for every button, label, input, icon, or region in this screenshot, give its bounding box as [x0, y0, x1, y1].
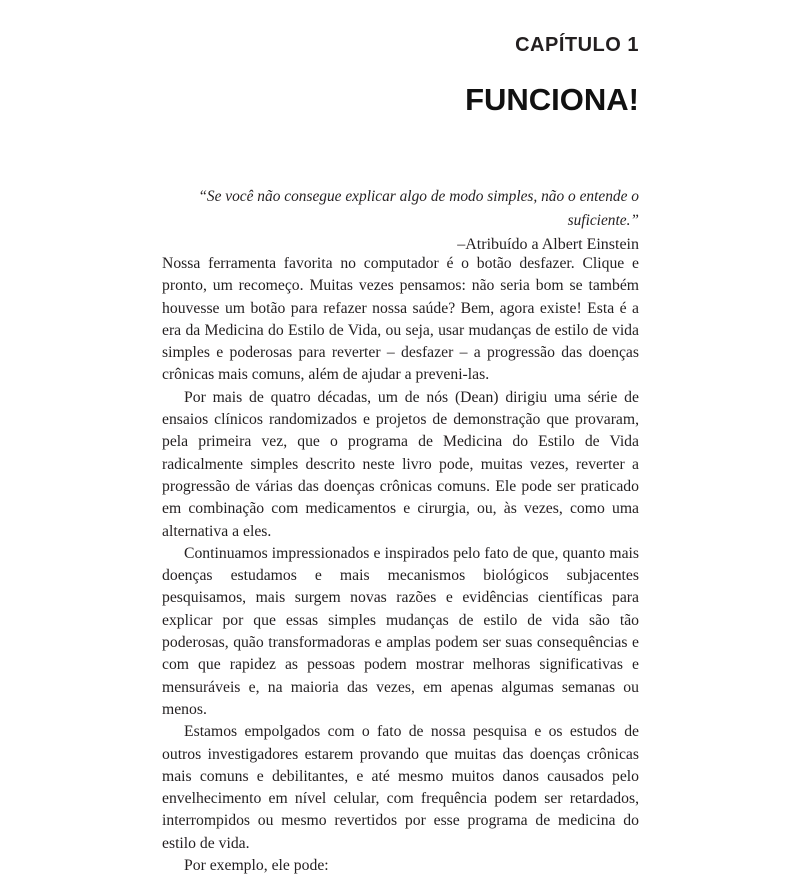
paragraph: Estamos empolgados com o fato de nossa pesquisa e os estudos de outros investigadores estarem provando que muitas das doenças crônicas mais comuns e debilitantes, e até mesmo muitos danos causados pelo envelhecimento em nível celular, com frequência podem ser retardados, interrompidos ou mesmo revertidos por esse programa de medicina do estilo de vida. — [162, 723, 639, 852]
epigraph-attribution: –Atribuído a Albert Einstein — [457, 236, 639, 253]
epigraph-quote: “Se você não consegue explicar algo de modo simples, não o entende o suficiente.” — [198, 188, 639, 229]
epigraph — [159, 185, 639, 257]
paragraph: Nossa ferramenta favorita no computador é o botão desfazer. Clique e pronto, um recomeço. Muitas vezes pensamos: não seria bom se também houvesse um botão para refazer nossa saúde? Bem, agora existe! Esta é a era da Medicina do Estilo de Vida, ou seja, usar mudanças de estilo de vida simples e poderosas para reverter – desfazer – a progressão das doenças crônicas mais comuns, além de ajudar a preveni-las. — [162, 255, 639, 384]
chapter-label: CAPÍTULO 1 — [515, 34, 639, 56]
chapter-title: FUNCIONA! — [465, 82, 639, 117]
body-text — [162, 253, 639, 877]
paragraph: Por mais de quatro décadas, um de nós (Dean) dirigiu uma série de ensaios clínicos randomizados e projetos de demonstração que provaram, pela primeira vez, que o programa de Medicina do Estilo de Vida radicalmente simples descrito neste livro pode, muitas vezes, reverter a progressão de várias das doenças crônicas comuns. Ele pode ser praticado em combinação com medicamentos e cirurgia, ou, às vezes, como uma alternativa a eles. — [162, 388, 639, 540]
paragraph: Continuamos impressionados e inspirados pelo fato de que, quanto mais doenças estudamos e mais mecanismos biológicos subjacentes pesquisamos, mais surgem novas razões e evidências científicas para explicar por que essas simples mudanças de estilo de vida são tão poderosas, quão transformadoras e amplas podem ser suas consequências e com que rapidez as pessoas podem mostrar melhoras significativas e mensuráveis e, na maioria das vezes, em apenas algumas semanas ou menos. — [162, 544, 639, 718]
paragraph: Por exemplo, ele pode: — [184, 857, 329, 875]
